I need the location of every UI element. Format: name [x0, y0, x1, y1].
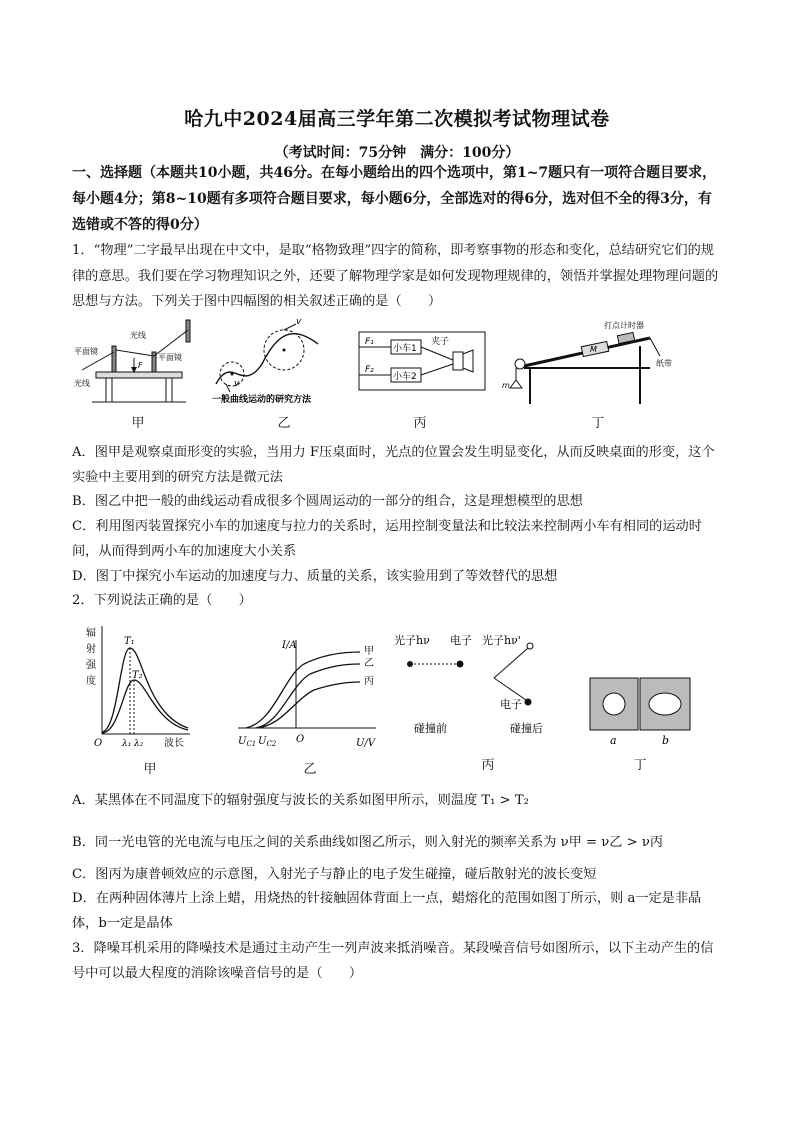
curve-label-bing: 丙 [364, 676, 374, 687]
clip-label: 夹子 [431, 337, 450, 347]
photon-out-label: 光子hν' [482, 634, 521, 647]
q1-figure-ding [500, 318, 696, 410]
wavelength-axis-label: 波长 [164, 738, 184, 749]
q1-option-d: D．图丁中探究小车运动的加速度与力、质量的关系，该实验用到了等效替代的思想 [72, 569, 558, 584]
question-3-stem: 3．降噪耳机采用的降噪技术是通过主动产生一列声波来抵消噪音。某段噪音信号如图所示，以下主动产生的信号中可以最大程度的消除该噪音信号的是（ ） [72, 941, 714, 981]
mirror-label-1: 平面镜 [74, 347, 98, 356]
sample-b-label: b [662, 734, 670, 746]
q2-caption-yi: 乙 [303, 762, 317, 777]
q2-caption-ding: 丁 [633, 758, 647, 773]
q2-caption-jia: 甲 [143, 762, 157, 777]
q1-figure-jia [72, 318, 202, 410]
q1-caption-bing: 丙 [413, 416, 427, 431]
page-title: 哈九中2024届高三学年第二次模拟考试物理试卷 [184, 108, 610, 130]
question-2-stem: 2．下列说法正确的是（ ） [72, 593, 252, 608]
uc1-label: $U_{C1}$ [238, 736, 257, 748]
radiation-axis-char-2: 射 [86, 644, 96, 655]
exam-subtitle: （考试时间：75分钟 满分：100分） [274, 145, 520, 161]
current-axis-label: I/A [282, 640, 297, 651]
q1-option-a: A．图甲是观察桌面形变的实验，当用力 F压桌面时，光点的位置会发生明显变化，从而反映桌面的形变，这个实验中主要用到的研究方法是微元法 [72, 445, 715, 485]
q2-figure-yi [234, 636, 384, 750]
q1-figure-bing [357, 330, 487, 394]
radiation-axis-char-4: 度 [86, 676, 96, 687]
origin-label: O [94, 738, 103, 749]
q1-figure-yi [212, 314, 332, 410]
photon-in-label: 光子hν [394, 634, 430, 647]
temp-T2-label: T₂ [132, 670, 143, 681]
radiation-axis-char-3: 强 [86, 660, 96, 671]
uc2-label: $U_{C2}$ [258, 736, 277, 748]
temp-T1-label: T₁ [124, 636, 135, 647]
q2-caption-bing: 丙 [481, 758, 495, 773]
q1-option-c: C．利用图丙装置探究小车的加速度与拉力的关系时，运用控制变量法和比较法来控制两小车有相同的运动时间，从而得到两小车的加速度大小关系 [72, 519, 702, 559]
q1-caption-yi: 乙 [277, 416, 291, 431]
q1-caption-ding: 丁 [591, 416, 605, 431]
timer-label: 打点计时器 [604, 321, 644, 330]
velocity-label-1: v [296, 317, 302, 327]
q1-option-b: B．图乙中把一般的曲线运动看成很多个圆周运动的一部分的组合，这是理想模型的思想 [72, 494, 583, 509]
q2-figure-ding [588, 676, 696, 746]
electron-label: 电子 [450, 634, 472, 647]
force-F1: F₁ [365, 337, 374, 347]
question-1-stem: 1．“物理”二字最早出现在中文中，是取“格物致理”四字的简称，即考察事物的形态和变化，总结研究它们的规律的意思。我们要在学习物理知识之外，还要了解物理学家是如何发现物理规律的，领悟并掌握处理物理问题的思想与方法。下列关于图中四幅图的相关叙述正确的是（ ） [72, 243, 719, 309]
sample-a-label: a [610, 734, 617, 746]
mass-M-label: M [590, 345, 597, 354]
origin-label-2: O [296, 734, 305, 745]
q2-option-a: A．某黑体在不同温度下的辐射强度与波长的关系如图甲所示，则温度 T₁ > T₂ [72, 793, 529, 808]
q1-caption-jia: 甲 [131, 416, 145, 431]
radiation-axis-char-1: 辐 [86, 628, 96, 639]
velocity-label-2: v [234, 379, 240, 389]
q2-figure-bing [390, 626, 570, 738]
section-heading: 一、选择题（本题共10小题，共46分。在每小题给出的四个选项中，第1~7题只有一项符合题目要求，每小题4分；第8~10题有多项符合题目要求，每小题6分，全部选对的得6分，选对但不全的得3分，有选错或不答的得0分） [72, 165, 717, 233]
q2-option-d: D．在两种固体薄片上涂上蜡，用烧热的针接触固体背面上一点，蜡熔化的范围如图丁所示，则 a一定是非晶体，b一定是晶体 [72, 891, 702, 931]
electron-after-label: 电子 [500, 698, 522, 711]
q2-figure-jia [84, 622, 194, 750]
force-F2: F₂ [365, 365, 374, 375]
curve-label-jia: 甲 [364, 646, 374, 657]
lambda1-label: λ₁ [122, 739, 132, 749]
curve-method-caption: 一般曲线运动的研究方法 [212, 395, 312, 405]
mass-m-label: m [502, 381, 510, 390]
voltage-axis-label: U/V [356, 738, 376, 749]
q2-option-c: C．图丙为康普顿效应的示意图，入射光子与静止的电子发生碰撞，碰后散射光的波长变短 [72, 867, 597, 882]
light-label-1: 光线 [130, 331, 146, 340]
before-collision-label: 碰撞前 [414, 722, 447, 735]
mirror-label-2: 平面镜 [158, 353, 182, 362]
curve-label-yi: 乙 [364, 658, 374, 669]
lambda2-label: λ₂ [134, 739, 144, 749]
force-label: F [138, 361, 143, 370]
car-1-label: 小车1 [393, 344, 417, 354]
tape-label: 纸带 [656, 359, 672, 368]
car-2-label: 小车2 [393, 372, 417, 382]
light-label-2: 光线 [74, 379, 90, 388]
q2-option-b: B．同一光电管的光电流与电压之间的关系曲线如图乙所示，则入射光的频率关系为 ν甲 = ν乙 > ν丙 [72, 835, 664, 850]
after-collision-label: 碰撞后 [510, 722, 543, 735]
